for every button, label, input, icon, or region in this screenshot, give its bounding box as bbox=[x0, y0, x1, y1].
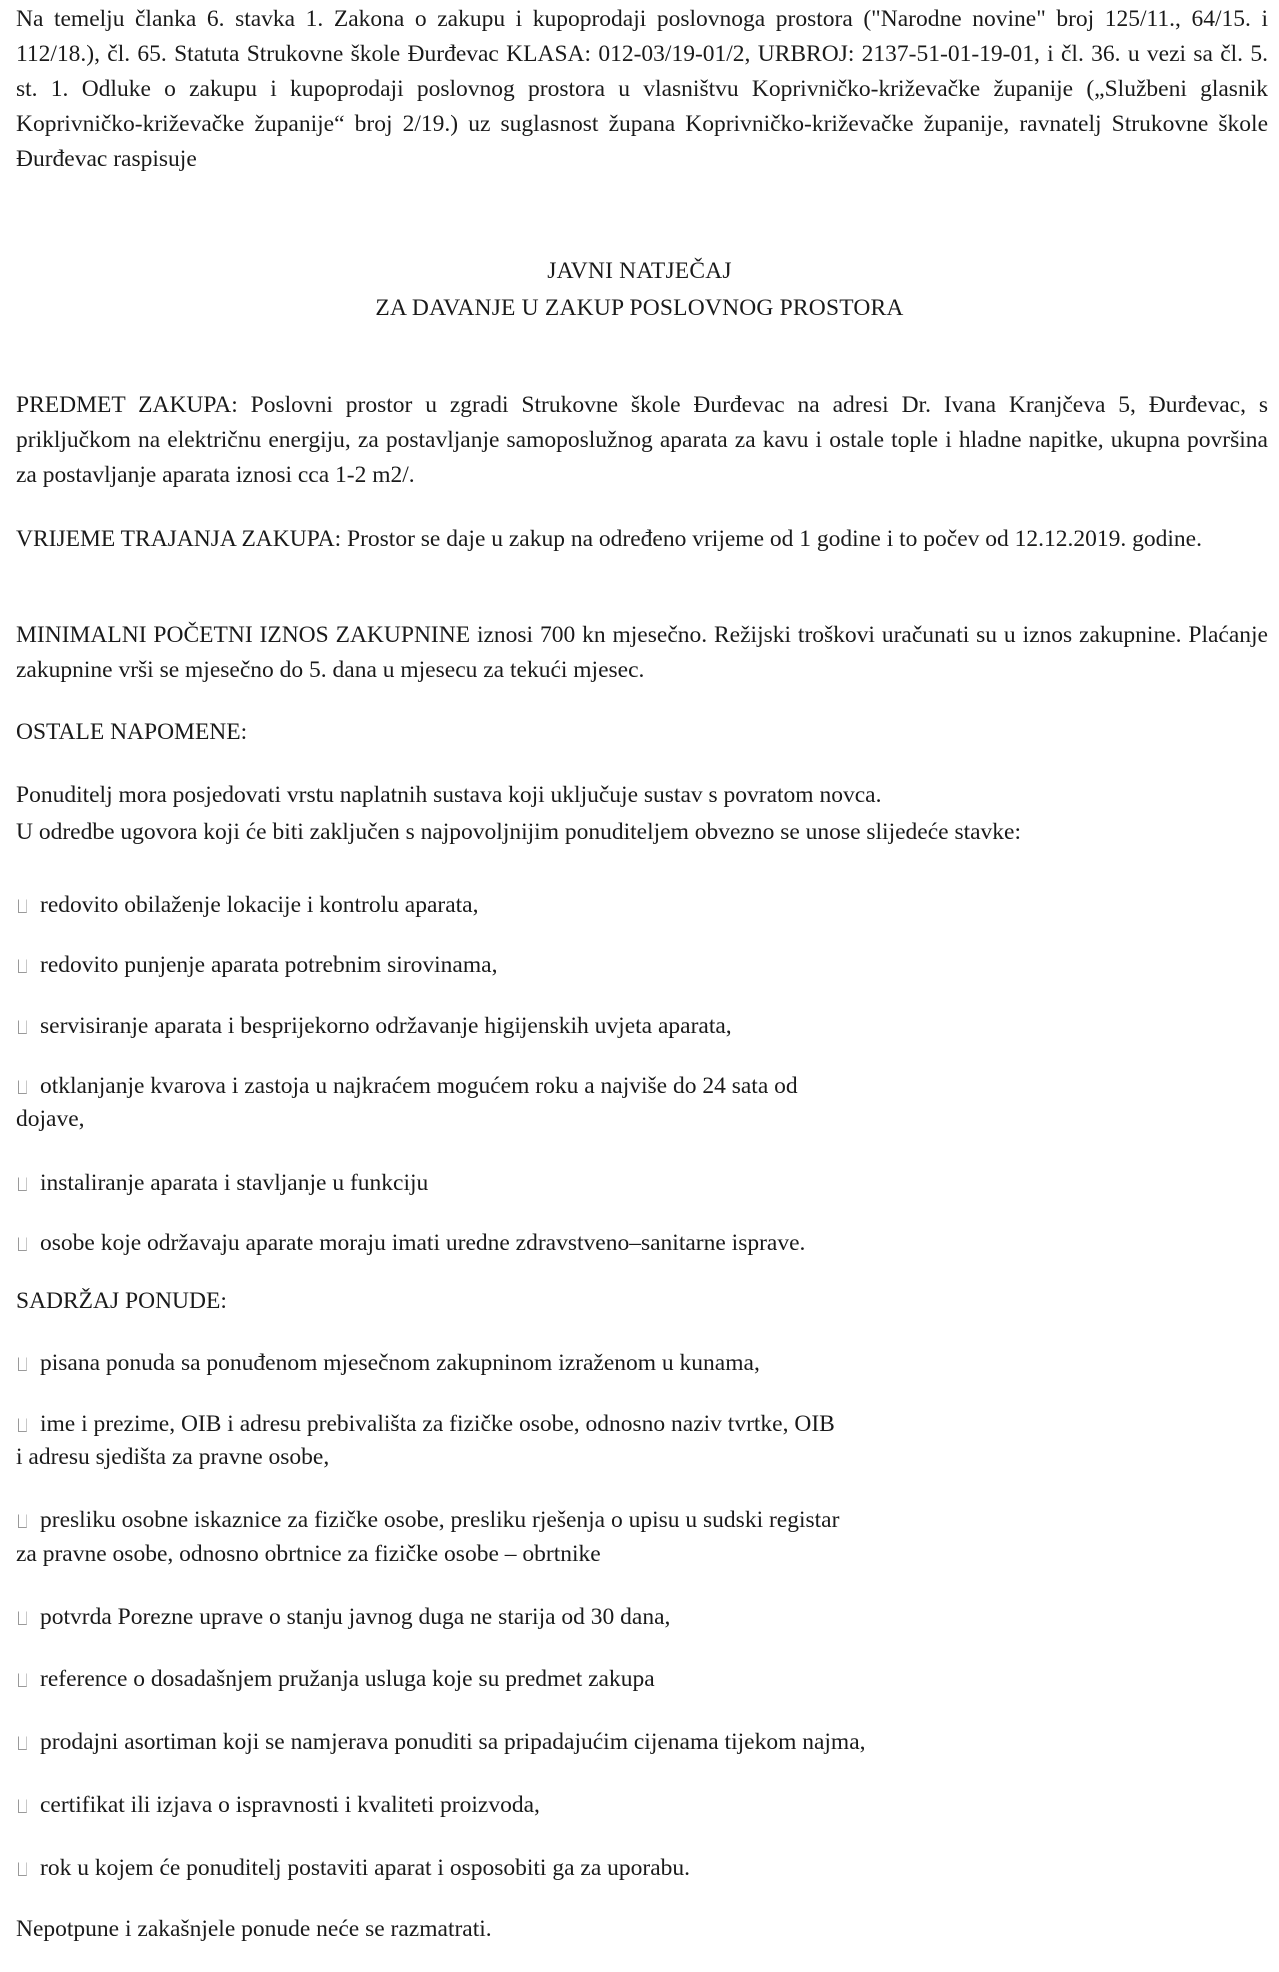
ostale-line-2: U odredbe ugovora koji će biti zaključen s najpovoljnijim ponuditeljem obvezno se unose slijedeće stavke: bbox=[16, 819, 1022, 845]
ostale-item: osobe koje održavaju aparate moraju imati uredne zdravstveno–sanitarne isprave. bbox=[18, 1226, 805, 1261]
ostale-line-1: Ponuditelj mora posjedovati vrstu naplatnih sustava koji uključuje sustav s povratom novca. bbox=[16, 782, 882, 808]
sadrzaj-heading: SADRŽAJ PONUDE: bbox=[16, 1288, 227, 1314]
iznos-paragraph: MINIMALNI POČETNI IZNOS ZAKUPNINE iznosi 700 kn mjesečno. Režijski troškovi uračunati su u iznos zakupnine. Plaćanje zakupnine vrši se mjesečno do 5. dana u mjesecu za tekući mjesec. bbox=[16, 622, 1268, 683]
vrijeme-paragraph: VRIJEME TRAJANJA ZAKUPA: Prostor se daje u zakup na određeno vrijeme od 1 godine i to počev od 12.12.2019. godine. bbox=[16, 526, 1202, 552]
checkbox-icon bbox=[18, 1514, 27, 1528]
sadrzaj-item: prodajni asortiman koji se namjerava ponuditi sa pripadajućim cijenama tijekom najma, bbox=[18, 1725, 866, 1760]
checkbox-icon bbox=[18, 1237, 27, 1251]
title-line-1: JAVNI NATJEČAJ bbox=[547, 258, 732, 284]
checkbox-icon bbox=[18, 1673, 27, 1687]
predmet-paragraph: PREDMET ZAKUPA: Poslovni prostor u zgradi Strukovne škole Đurđevac na adresi Dr. Ivana Kranjčeva 5, Đurđevac, s priključkom na električnu energiju, za postavljanje samoposlužnog aparata za kavu i ostale tople i hladne napitke, ukupna površina za postavljanje aparata iznosi cca 1-2 m2/. bbox=[16, 392, 1268, 488]
sadrzaj-item: ime i prezime, OIB i adresu prebivališta za fizičke osobe, odnosno naziv tvrtke, OIB bbox=[18, 1407, 835, 1442]
sadrzaj-item: pisana ponuda sa ponuđenom mjesečnom zakupninom izraženom u kunama, bbox=[18, 1346, 760, 1381]
checkbox-icon bbox=[18, 1736, 27, 1750]
ostale-item: servisiranje aparata i besprijekorno održavanje higijenskih uvjeta aparata, bbox=[18, 1009, 732, 1044]
sadrzaj-item: reference o dosadašnjem pružanja usluga koje su predmet zakupa bbox=[18, 1662, 655, 1697]
checkbox-icon bbox=[18, 1862, 27, 1876]
title-line-2: ZA DAVANJE U ZAKUP POSLOVNOG PROSTORA bbox=[375, 295, 904, 321]
sadrzaj-item: potvrda Porezne uprave o stanju javnog duga ne starija od 30 dana, bbox=[18, 1600, 670, 1635]
sadrzaj-item: presliku osobne iskaznice za fizičke osobe, presliku rješenja o upisu u sudski registar bbox=[18, 1503, 839, 1538]
ostale-item: otklanjanje kvarova i zastoja u najkraćem mogućem roku a najviše do 24 sata od bbox=[18, 1069, 798, 1104]
checkbox-icon bbox=[18, 899, 27, 913]
checkbox-icon bbox=[18, 1020, 27, 1034]
checkbox-icon bbox=[18, 1418, 27, 1432]
ostale-item-continuation: dojave, bbox=[16, 1106, 85, 1132]
ostale-item: instaliranje aparata i stavljanje u funkciju bbox=[18, 1166, 428, 1201]
checkbox-icon bbox=[18, 1177, 27, 1191]
ostale-item: redovito obilaženje lokacije i kontrolu aparata, bbox=[18, 888, 479, 923]
ostale-heading: OSTALE NAPOMENE: bbox=[16, 719, 248, 745]
ostale-item: redovito punjenje aparata potrebnim sirovinama, bbox=[18, 948, 497, 983]
closing-note: Nepotpune i zakašnjele ponude neće se razmatrati. bbox=[16, 1916, 492, 1942]
checkbox-icon bbox=[18, 1080, 27, 1094]
checkbox-icon bbox=[18, 1357, 27, 1371]
sadrzaj-item: certifikat ili izjava o ispravnosti i kvaliteti proizvoda, bbox=[18, 1788, 540, 1823]
intro-paragraph: Na temelju članka 6. stavka 1. Zakona o zakupu i kupoprodaji poslovnoga prostora ("Narodne novine" broj 125/11., 64/15. i 112/18.), čl. 65. Statuta Strukovne škole Đurđevac KLASA: 012-03/19-01/2, URBROJ: 2137-51-01-19-01, i čl. 36. u vezi sa čl. 5. st. 1. Odluke o zakupu i kupoprodaji poslovnog prostora u vlasništvu Koprivničko-križevačke županije („Službeni glasnik Koprivničko-križevačke županije“ broj 2/19.) uz suglasnost župana Koprivničko-križevačke županije, ravnatelj Strukovne škole Đurđevac raspisuje bbox=[16, 6, 1268, 172]
checkbox-icon bbox=[18, 959, 27, 973]
checkbox-icon bbox=[18, 1799, 27, 1813]
sadrzaj-item: rok u kojem će ponuditelj postaviti aparat i osposobiti ga za uporabu. bbox=[18, 1851, 690, 1886]
checkbox-icon bbox=[18, 1611, 27, 1625]
sadrzaj-item-continuation: i adresu sjedišta za pravne osobe, bbox=[16, 1444, 330, 1470]
sadrzaj-item-continuation: za pravne osobe, odnosno obrtnice za fizičke osobe – obrtnike bbox=[16, 1541, 601, 1567]
